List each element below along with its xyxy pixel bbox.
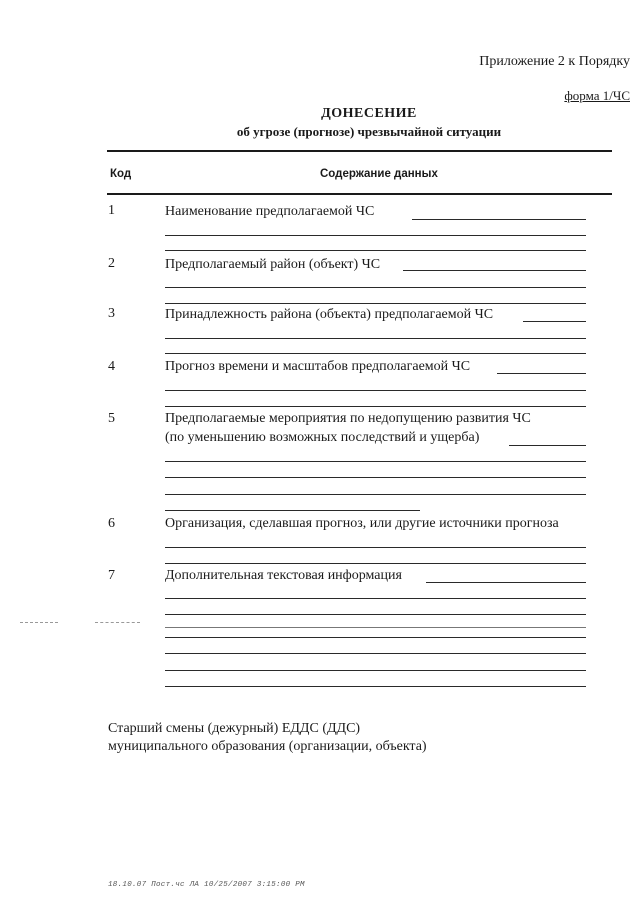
fill-line (165, 250, 586, 251)
row-text: Предполагаемый район (объект) ЧС (165, 257, 381, 272)
row-code: 7 (108, 568, 115, 583)
fill-line (165, 461, 586, 462)
document-subtitle: об угрозе (прогнозе) чрезвычайной ситуации (236, 124, 502, 139)
fill-line (165, 353, 586, 354)
row-code: 2 (108, 256, 115, 271)
fill-line (426, 582, 586, 583)
row-text: Организация, сделавшая прогноз, или другие источники прогноза (165, 516, 559, 531)
fill-line (165, 390, 586, 391)
fill-line (165, 598, 586, 599)
document-title: ДОНЕСЕНИЕ (321, 106, 417, 121)
fill-line (165, 338, 586, 339)
signer-title: Старший смены (дежурный) ЕДДС (ДДС) (108, 721, 361, 736)
fill-line (165, 303, 586, 304)
column-header-code: Код (110, 168, 132, 180)
row-code: 3 (108, 306, 115, 321)
fill-line (165, 637, 586, 638)
fill-line (165, 510, 420, 511)
appendix-reference: Приложение 2 к Порядку (479, 54, 630, 69)
scan-artifact (95, 622, 140, 623)
row-text: Дополнительная текстовая информация (165, 568, 402, 583)
fill-line (403, 270, 586, 271)
fill-line (165, 563, 586, 564)
fill-line (165, 614, 586, 615)
row-text: Прогноз времени и масштабов предполагаемой ЧС (165, 359, 471, 374)
fill-line (523, 321, 586, 322)
column-header-content: Содержание данных (320, 168, 438, 180)
fill-line (165, 287, 586, 288)
fill-line (165, 670, 586, 671)
fill-line (165, 494, 586, 495)
row-text: Принадлежность района (объекта) предполагаемой ЧС (165, 307, 494, 322)
fill-line (412, 219, 586, 220)
row-text-continued: (по уменьшению возможных последствий и ущерба) (165, 430, 480, 445)
fill-line (165, 686, 586, 687)
row-text: Предполагаемые мероприятия по недопущению развития ЧС (165, 411, 531, 426)
fill-line (509, 445, 586, 446)
row-code: 6 (108, 516, 115, 531)
form-label: форма 1/ЧС (564, 88, 630, 103)
fill-line (165, 547, 586, 548)
fill-line (165, 235, 586, 236)
fill-line (165, 627, 586, 628)
row-code: 1 (108, 203, 115, 218)
print-footer: 18.10.07 Пост.чс ЛА 10/25/2007 3:15:00 PM (108, 881, 305, 889)
table-header-rule (107, 193, 612, 195)
fill-line (165, 406, 586, 407)
fill-line (165, 477, 586, 478)
signer-organization: муниципального образования (организации, объекта) (108, 739, 427, 754)
table-top-rule (107, 150, 612, 152)
fill-line (497, 373, 586, 374)
row-text: Наименование предполагаемой ЧС (165, 204, 375, 219)
row-code: 5 (108, 411, 115, 426)
fill-line (165, 653, 586, 654)
scan-artifact (20, 622, 58, 623)
row-code: 4 (108, 359, 115, 374)
